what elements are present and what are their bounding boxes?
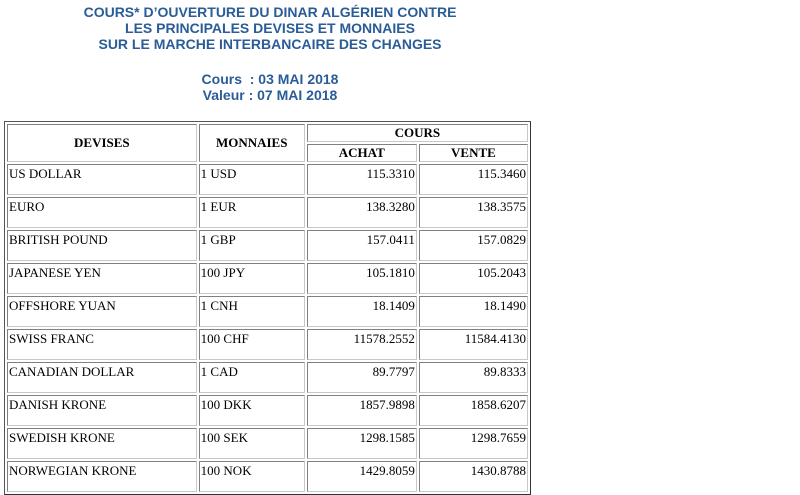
vente-cell: 1298.7659 (419, 428, 528, 459)
achat-cell: 11578.2552 (307, 329, 417, 360)
vente-cell: 115.3460 (419, 164, 528, 195)
table-row (7, 428, 528, 459)
table-row (7, 263, 528, 294)
column-header-monnaies: MONNAIES (199, 124, 305, 162)
column-header-vente: VENTE (419, 144, 528, 162)
monnaie-cell: 100 NOK (199, 461, 305, 492)
monnaie-cell: 1 USD (199, 164, 305, 195)
devise-cell: CANADIAN DOLLAR (7, 362, 197, 393)
devise-cell: EURO (7, 197, 197, 228)
achat-cell: 105.1810 (307, 263, 417, 294)
devise-cell: DANISH KRONE (7, 395, 197, 426)
cours-date: Cours : 03 MAI 2018 (201, 71, 339, 87)
monnaie-cell: 100 JPY (199, 263, 305, 294)
column-header-devises: DEVISES (7, 124, 197, 162)
monnaie-cell: 100 CHF (199, 329, 305, 360)
monnaie-cell: 100 SEK (199, 428, 305, 459)
achat-cell: 115.3310 (307, 164, 417, 195)
devise-cell: US DOLLAR (7, 164, 197, 195)
achat-cell: 18.1409 (307, 296, 417, 327)
title-line-1: COURS* D’OUVERTURE DU DINAR ALGÉRIEN CONTRE (83, 4, 457, 20)
achat-cell: 157.0411 (307, 230, 417, 261)
devise-cell: SWEDISH KRONE (7, 428, 197, 459)
title-line-3: SUR LE MARCHE INTERBANCAIRE DES CHANGES (98, 36, 442, 52)
monnaie-cell: 1 CAD (199, 362, 305, 393)
dates-block (0, 71, 540, 103)
valeur-date: Valeur : 07 MAI 2018 (202, 87, 338, 103)
table-row (7, 362, 528, 393)
table-row (7, 461, 528, 492)
achat-cell: 1298.1585 (307, 428, 417, 459)
table-row (7, 164, 528, 195)
achat-cell: 89.7797 (307, 362, 417, 393)
achat-cell: 1429.8059 (307, 461, 417, 492)
column-header-cours: COURS (307, 124, 528, 142)
vente-cell: 105.2043 (419, 263, 528, 294)
devise-cell: SWISS FRANC (7, 329, 197, 360)
vente-cell: 18.1490 (419, 296, 528, 327)
devise-cell: OFFSHORE YUAN (7, 296, 197, 327)
table-row (7, 395, 528, 426)
devise-cell: JAPANESE YEN (7, 263, 197, 294)
table-row (7, 329, 528, 360)
table-row (7, 230, 528, 261)
column-header-achat: ACHAT (307, 144, 417, 162)
vente-cell: 138.3575 (419, 197, 528, 228)
monnaie-cell: 1 GBP (199, 230, 305, 261)
table-row (7, 296, 528, 327)
vente-cell: 157.0829 (419, 230, 528, 261)
monnaie-cell: 1 EUR (199, 197, 305, 228)
page-title (0, 4, 540, 52)
monnaie-cell: 1 CNH (199, 296, 305, 327)
vente-cell: 89.8333 (419, 362, 528, 393)
table-body (7, 164, 528, 492)
vente-cell: 11584.4130 (419, 329, 528, 360)
exchange-rates-table (4, 121, 531, 495)
devise-cell: NORWEGIAN KRONE (7, 461, 197, 492)
title-line-2: LES PRINCIPALES DEVISES ET MONNAIES (125, 20, 415, 36)
monnaie-cell: 100 DKK (199, 395, 305, 426)
vente-cell: 1430.8788 (419, 461, 528, 492)
achat-cell: 1857.9898 (307, 395, 417, 426)
achat-cell: 138.3280 (307, 197, 417, 228)
devise-cell: BRITISH POUND (7, 230, 197, 261)
vente-cell: 1858.6207 (419, 395, 528, 426)
table-row (7, 197, 528, 228)
